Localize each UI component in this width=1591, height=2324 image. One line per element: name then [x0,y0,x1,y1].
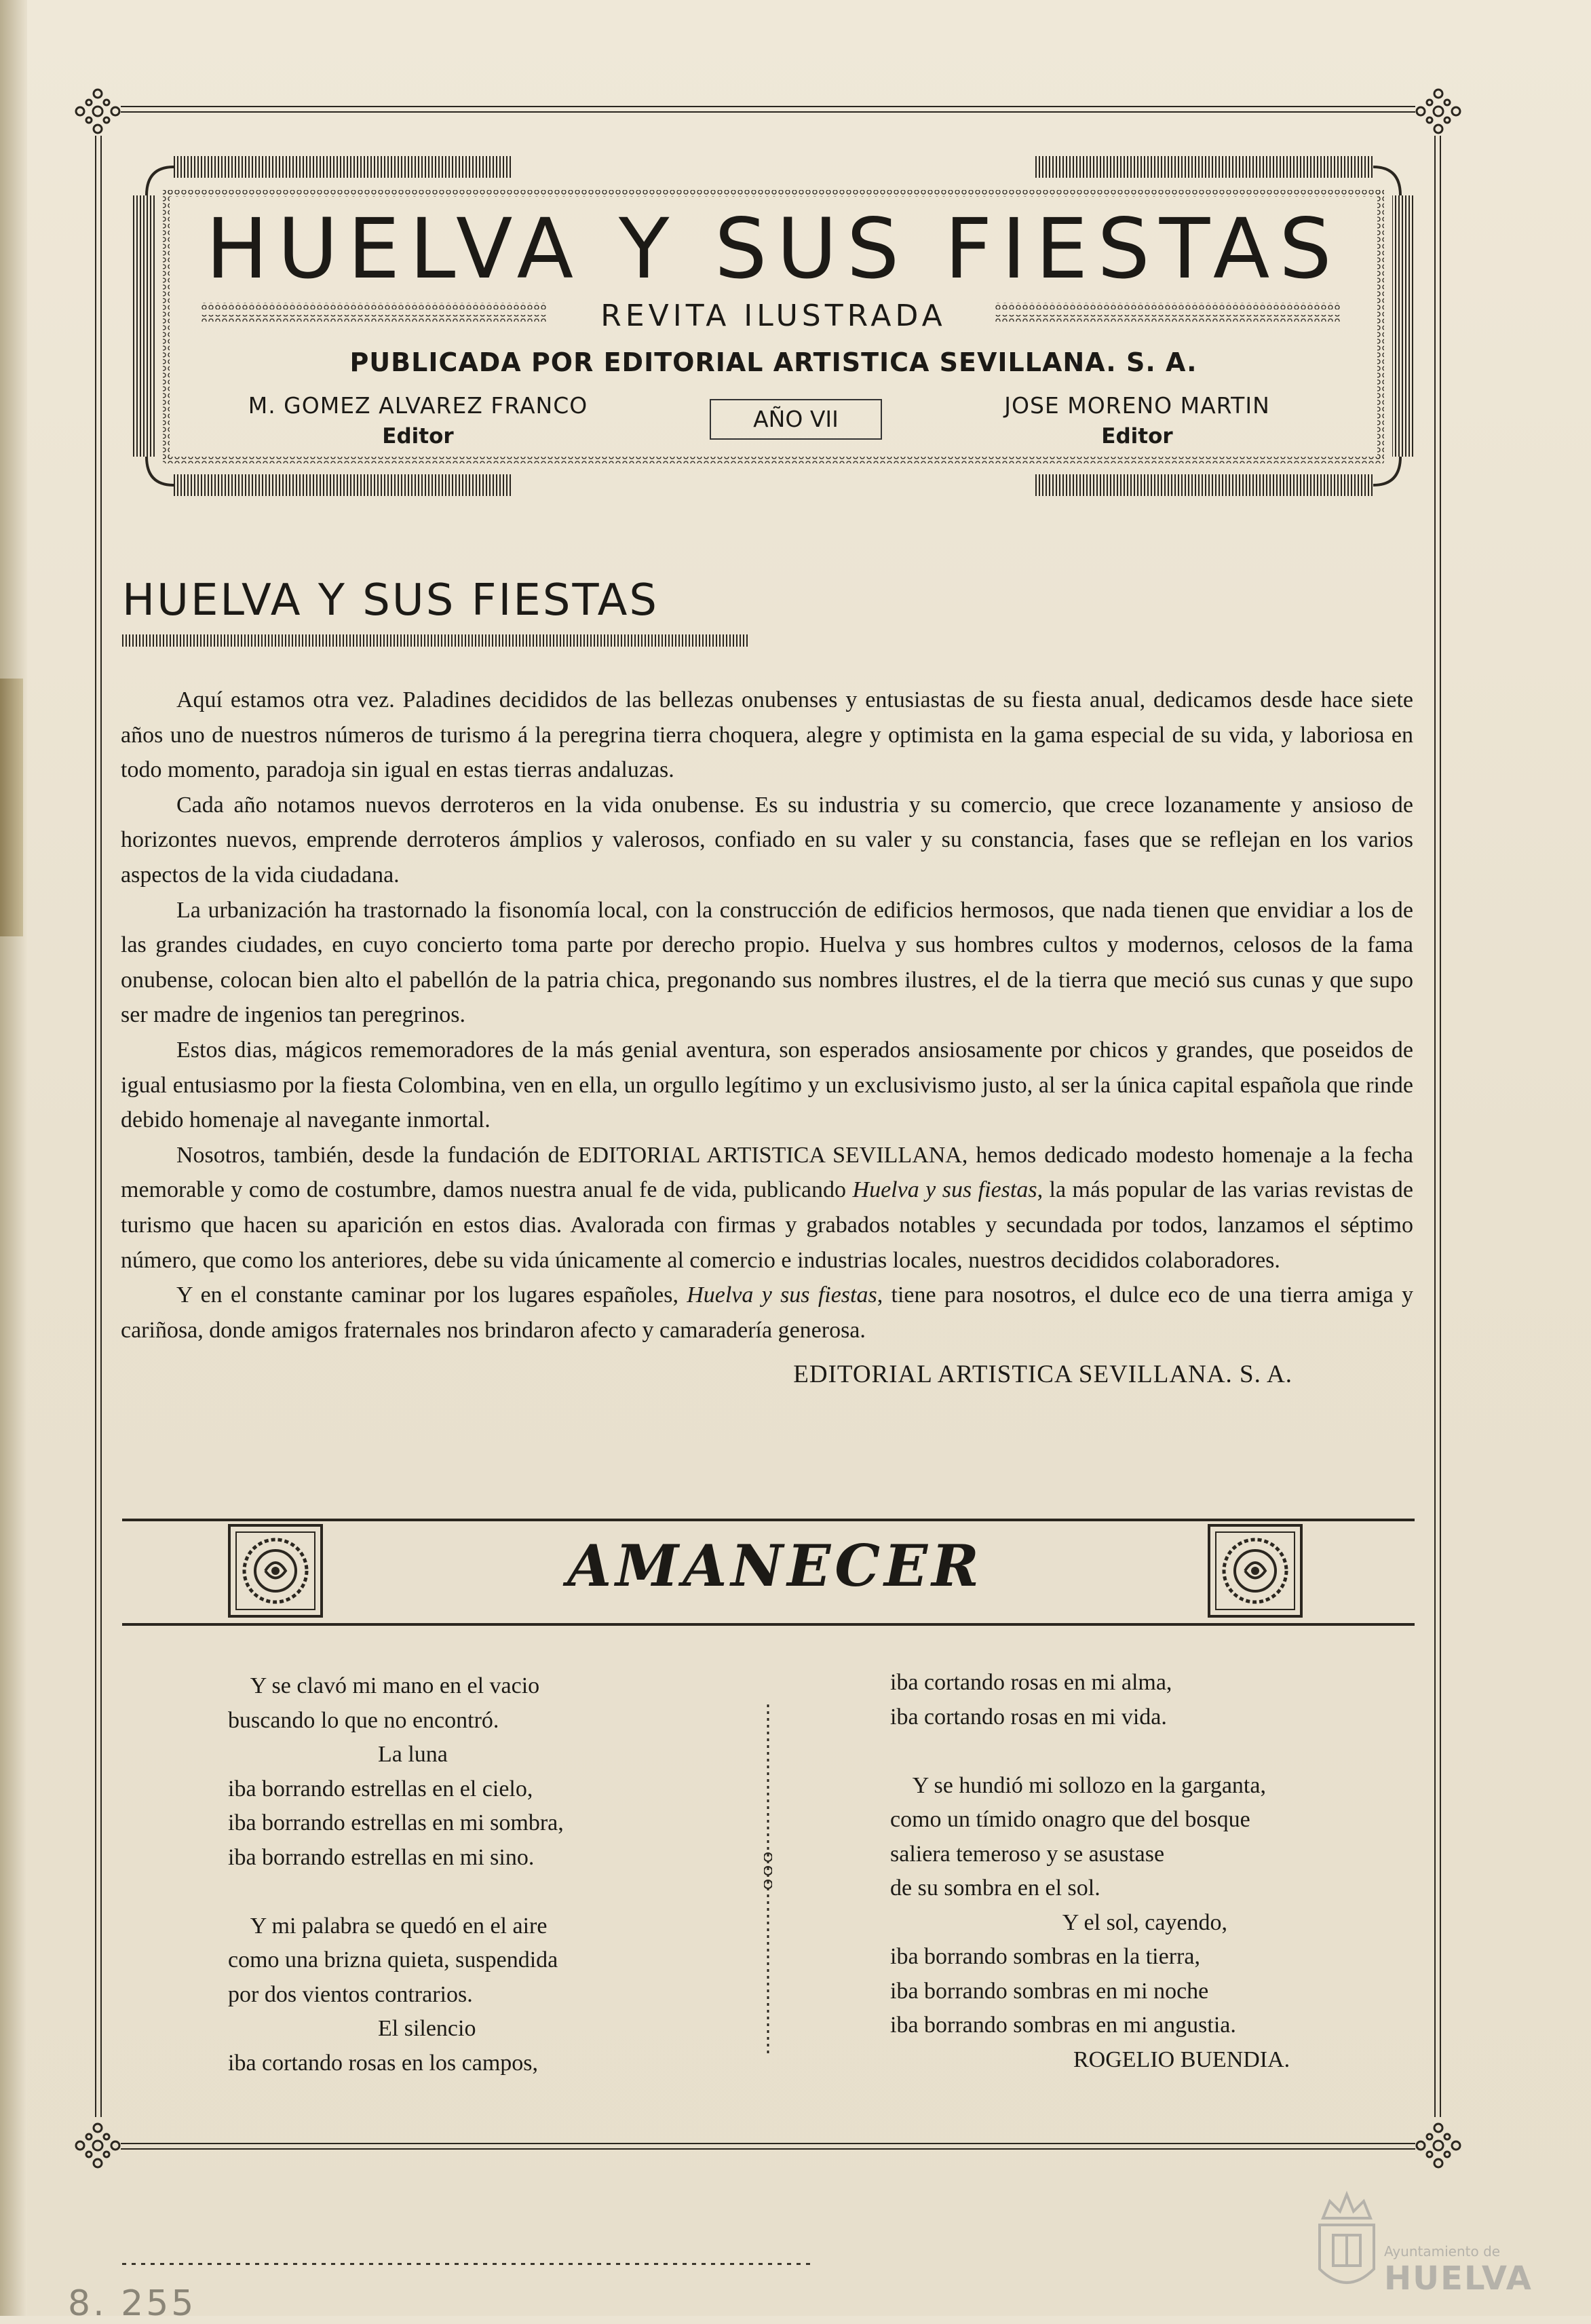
poem-line: saliera temeroso y se asustase [890,1841,1165,1867]
paragraph-text: , la más popular de las varias revistas de turismo que hacen su aparición en estos dias. Avalorada con firmas y grabados notables y secundada por todos, lanzamos el séptimo número, que como los anteriores, debe su vida únicamente al comercio e industrias locales, nuestros decididos colaboradores. [121,1177,1413,1273]
editor-right [954,392,1320,449]
poem-line: iba borrando sombras en mi angustia. [890,2013,1236,2038]
paragraph-text: Y en el constante caminar por los lugares españoles, [176,1282,687,1308]
poem-line: Y el sol, cayendo, [890,1909,1228,1935]
poem-line [228,1875,723,1909]
poem-line: de su sombra en el sol. [890,1875,1100,1901]
editor-right-role: Editor [1101,424,1173,449]
year-badge: AÑO VII [710,399,882,440]
poem-line: iba borrando estrellas en mi sino. [228,1844,535,1870]
editor-left-name: M. GOMEZ ALVAREZ FRANCO [248,392,588,419]
poem-line: Y se hundió mi sollozo en la garganta, [890,1772,1266,1798]
masthead-subtitle: REVITA ILUSTRADA [600,299,946,333]
corner-ornament-icon [71,84,125,138]
article-title-rule [122,634,750,647]
editor-left [235,392,601,449]
corner-ornament-icon [1411,2118,1465,2173]
frame-top [121,106,1415,113]
poem-line: iba cortando rosas en mi alma, [890,1670,1172,1695]
paragraph-text: , tiene para nosotros, el dulce eco de una tierra amiga y cariñosa, donde amigos fraternales nos brindaron afecto y camaradería generosa. [121,1282,1413,1343]
frame-bottom [121,2143,1415,2150]
pencil-note: 8. 255 [68,2283,197,2324]
footer-dotted-line [122,2263,814,2265]
article-paragraph: Estos dias, mágicos rememoradores de la más genial aventura, son esperados ansiosamente por chicos y grandes, que poseidos de igual entusiasmo por la fiesta Colombina, ven en ella, un orgullo legítimo y un exclusivismo justo, al ser la única capital española que rinde debido homenaje al navegante inmortal. [121,1037,1413,1133]
poem-right-column [890,1666,1419,2077]
poem-line [890,1734,1419,1769]
masthead-publisher: PUBLICADA POR EDITORIAL ARTISTICA SEVILLANA. S. A. [349,347,1197,377]
article-signature: EDITORIAL ARTISTICA SEVILLANA. S. A. [793,1360,1292,1389]
frame-left [95,136,102,2117]
magazine-name: Huelva y sus fiestas [852,1177,1037,1203]
rose-ornament-icon [1208,1524,1303,1618]
poem-line: Y se clavó mi mano en el vacio [228,1673,540,1698]
poem-line: iba borrando estrellas en mi sombra, [228,1810,564,1835]
magazine-name: Huelva y sus fiestas [687,1282,877,1308]
poem-line: iba borrando sombras en mi noche [890,1978,1209,2004]
city-seal-icon [1313,2181,1381,2300]
rose-ornament-icon [228,1524,323,1618]
article-paragraph [121,1278,1413,1348]
poem-line: iba borrando sombras en la tierra, [890,1944,1200,1969]
masthead-title: HUELVA Y SUS FIESTAS [206,201,1341,297]
poem-line: iba cortando rosas en mi vida. [890,1704,1167,1730]
paragraph-text: Nosotros, también, desde la fundación de EDITORIAL ARTISTICA SEVILLANA, hemos dedicado modesto homenaje a la fecha memorable y como de costumbre, damos nuestra anual fe de vida, publicando [121,1142,1413,1203]
article-paragraph: Cada año notamos nuevos derroteros en la vida onubense. Es su industria y su comercio, que crece lozanamente y ansioso de horizontes nuevos, emprende derroteros ámplios y valerosos, confiado en su valer y su constancia, fases que se reflejan en los varios aspectos de la vida ciudadana. [121,792,1413,888]
poem-line: buscando lo que no encontró. [228,1707,499,1733]
article-paragraph: La urbanización ha trastornado la fisonomía local, con la construcción de edificios hermosos, que nada tienen que envidiar a los de las grandes ciudades, en cuyo concierto toma parte por derecho propio. Huelva y sus hombres cultos y modernos, celosos de la fama onubense, colocan bien alto el pabellón de la patria chica, pregonando sus nombres ilustres, el de la tierra que meció sus cunas y que supo ser madre de ingenios tan peregrinos. [121,897,1413,1028]
poem-line: La luna [228,1742,448,1767]
binding-tab [0,679,23,936]
article-body [121,683,1413,1392]
poem-line: iba borrando estrellas en el cielo, [228,1776,533,1802]
masthead [133,148,1414,504]
poem-left-column [228,1669,723,2080]
editor-left-role: Editor [382,424,454,449]
poem-line: Y mi palabra se quedó en el aire [228,1913,548,1939]
corner-ornament-icon [1411,84,1465,138]
corner-ornament-icon [71,2118,125,2173]
article-title: HUELVA Y SUS FIESTAS [122,575,659,626]
page-edge-shadow [0,0,27,2316]
editor-right-name: JOSE MORENO MARTIN [1004,392,1270,419]
poem-line: como una brizna quieta, suspendida [228,1947,558,1973]
poem-line: El silencio [228,2016,476,2041]
frame-right [1434,136,1441,2117]
poem-rule-bottom [122,1623,1415,1626]
poem-rule-top [122,1519,1415,1521]
poem-line: por dos vientos contrarios. [228,1981,473,2007]
poem-line: iba cortando rosas en los campos, [228,2050,538,2076]
article-paragraph [121,1138,1413,1278]
poem-author: ROGELIO BUENDIA. [1073,2046,1290,2072]
seal-caption: Ayuntamiento de [1384,2243,1501,2260]
poem-line: como un tímido onagro que del bosque [890,1807,1250,1832]
seal-name: HUELVA [1384,2260,1533,2298]
article-paragraph: Aquí estamos otra vez. Paladines decididos de las bellezas onubenses y entusiastas de su fiesta anual, dedicamos desde hace siete años uno de nuestros números de turismo á la peregrina tierra choquera, alegre y optimista en la gama especial de su vida, y laboriosa en todo momento, paradoja sin igual en estas tierras andaluzas. [121,687,1413,783]
poem-title: AMANECER [567,1532,983,1599]
column-divider-ornament [764,1704,772,2054]
